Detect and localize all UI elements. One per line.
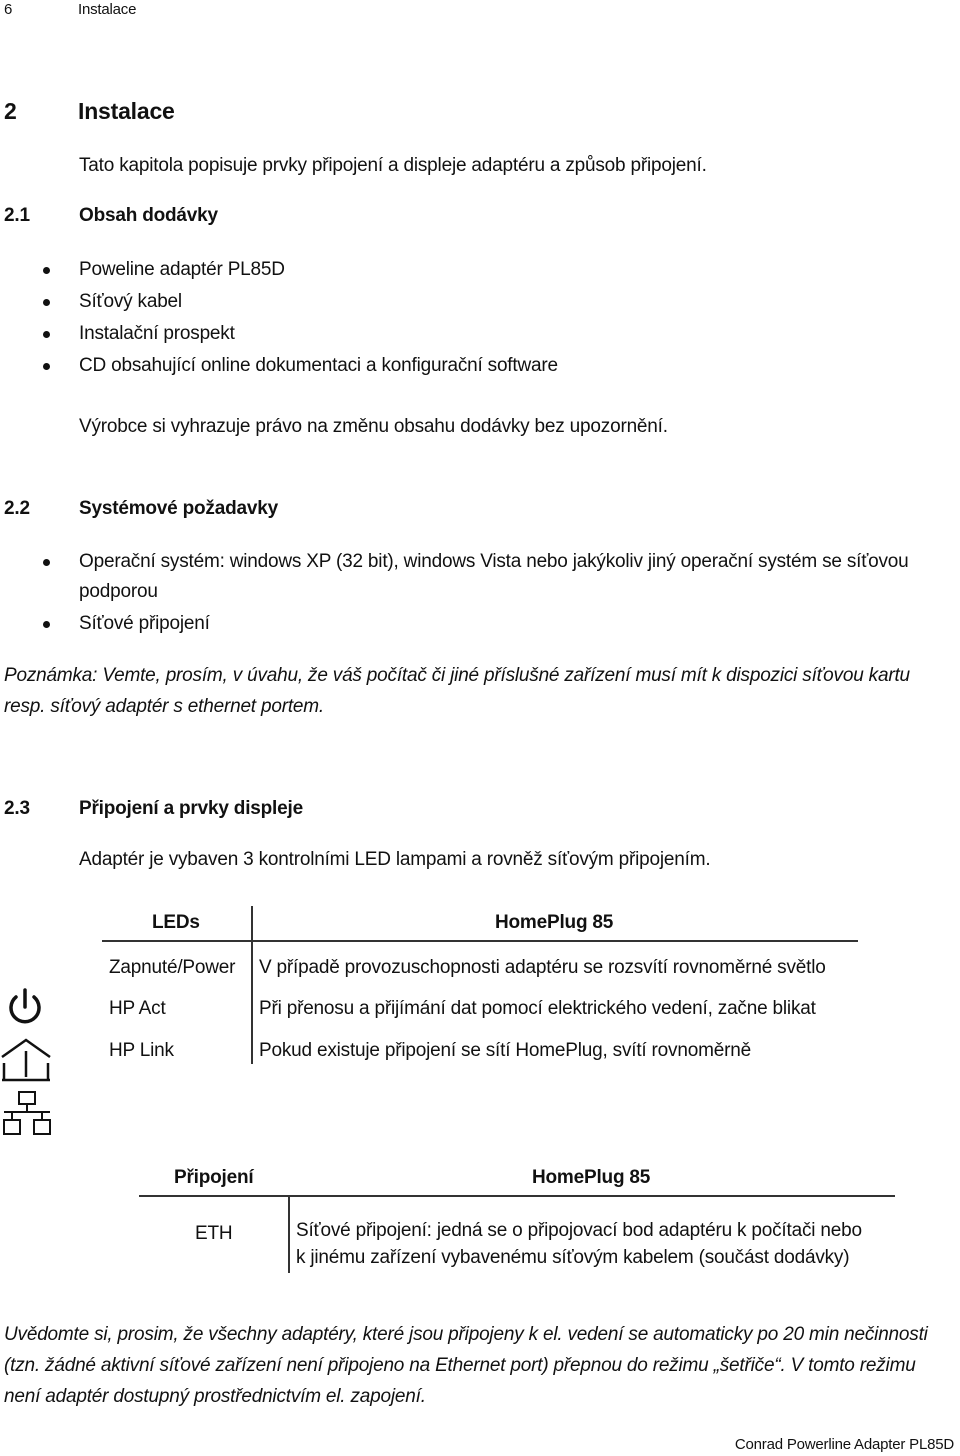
section-2-2-number: 2.2 <box>4 498 30 519</box>
network-icon <box>2 1090 54 1138</box>
led-table-column-divider <box>251 906 253 1064</box>
page-footer: Conrad Powerline Adapter PL85D <box>734 1436 954 1453</box>
requirements-note-line1: Poznámka: Vemte, prosím, v úvahu, že váš počítač či jiné příslušné zařízení musí mít k dispozici síťovou kartu <box>4 665 910 686</box>
section-2-3-intro: Adaptér je vybaven 3 kontrolními LED lampami a rovněž síťovým připojením. <box>79 849 711 870</box>
section-2-2-title: Systémové požadavky <box>79 498 278 519</box>
section-2-1-number: 2.1 <box>4 205 30 226</box>
delivery-contents-list <box>0 254 960 382</box>
port-row-label: ETH <box>195 1223 233 1244</box>
requirement-continuation: podporou <box>79 581 158 602</box>
standby-note-line3: není adaptér dostupný prostřednictvím el. zapojení. <box>4 1386 426 1407</box>
house-icon <box>0 1037 52 1083</box>
chapter-number: 2 <box>4 98 17 124</box>
led-table-header-divider <box>102 940 858 942</box>
led-row-desc: Pokud existuje připojení se sítí HomePlug, svítí rovnoměrně <box>259 1040 751 1061</box>
port-table-header-connection: Připojení <box>174 1167 254 1188</box>
port-row-desc-line1: Síťové připojení: jedná se o připojovací bod adaptéru k počítači nebo <box>296 1220 862 1241</box>
section-2-3-title: Připojení a prvky displeje <box>79 798 303 819</box>
port-table-header-divider <box>139 1195 895 1197</box>
led-row-label: Zapnuté/Power <box>109 957 236 978</box>
requirements-list-2 <box>0 608 960 640</box>
led-row-desc: V případě provozuschopnosti adaptéru se rozsvítí rovnoměrné světlo <box>259 957 826 978</box>
power-icon <box>4 988 46 1028</box>
list-item: Síťové připojení <box>0 608 960 640</box>
list-item: Poweline adaptér PL85D <box>0 254 960 286</box>
port-row-desc-line2: k jinému zařízení vybavenému síťovým kabelem (součást dodávky) <box>296 1247 850 1268</box>
led-table-header-leds: LEDs <box>152 912 200 933</box>
led-row-label: HP Link <box>109 1040 174 1061</box>
port-table-header-homeplug: HomePlug 85 <box>532 1167 651 1188</box>
section-2-1-title: Obsah dodávky <box>79 205 218 226</box>
chapter-intro: Tato kapitola popisuje prvky připojení a displeje adaptéru a způsob připojení. <box>79 155 707 176</box>
standby-note-line2: (tzn. žádné aktivní síťové zařízení není připojeno na Ethernet port) přepnou do režimu „šetřiče“. V tomto režimu <box>4 1355 916 1376</box>
led-table-header-homeplug: HomePlug 85 <box>495 912 614 933</box>
standby-note-line1: Uvědomte si, prosim, že všechny adaptéry, které jsou připojeny k el. vedení se automaticky po 20 min nečinnosti <box>4 1324 928 1345</box>
chapter-title: Instalace <box>78 98 175 124</box>
section-2-3-number: 2.3 <box>4 798 30 819</box>
list-item: Síťový kabel <box>0 286 960 318</box>
led-row-desc: Při přenosu a přijímání dat pomocí elektrického vedení, začne blikat <box>259 998 816 1019</box>
delivery-note: Výrobce si vyhrazuje právo na změnu obsahu dodávky bez upozornění. <box>79 416 668 437</box>
port-table-column-divider <box>288 1195 290 1273</box>
led-row-label: HP Act <box>109 998 166 1019</box>
requirements-note-line2: resp. síťový adaptér s ethernet portem. <box>4 696 324 717</box>
running-header: Instalace <box>78 1 137 18</box>
list-item: Instalační prospekt <box>0 318 960 350</box>
page-number: 6 <box>4 1 13 18</box>
list-item: Operační systém: windows XP (32 bit), windows Vista nebo jakýkoliv jiný operační systém se síťovou <box>0 546 960 578</box>
requirements-list <box>0 546 960 578</box>
list-item: CD obsahující online dokumentaci a konfigurační software <box>0 350 960 382</box>
